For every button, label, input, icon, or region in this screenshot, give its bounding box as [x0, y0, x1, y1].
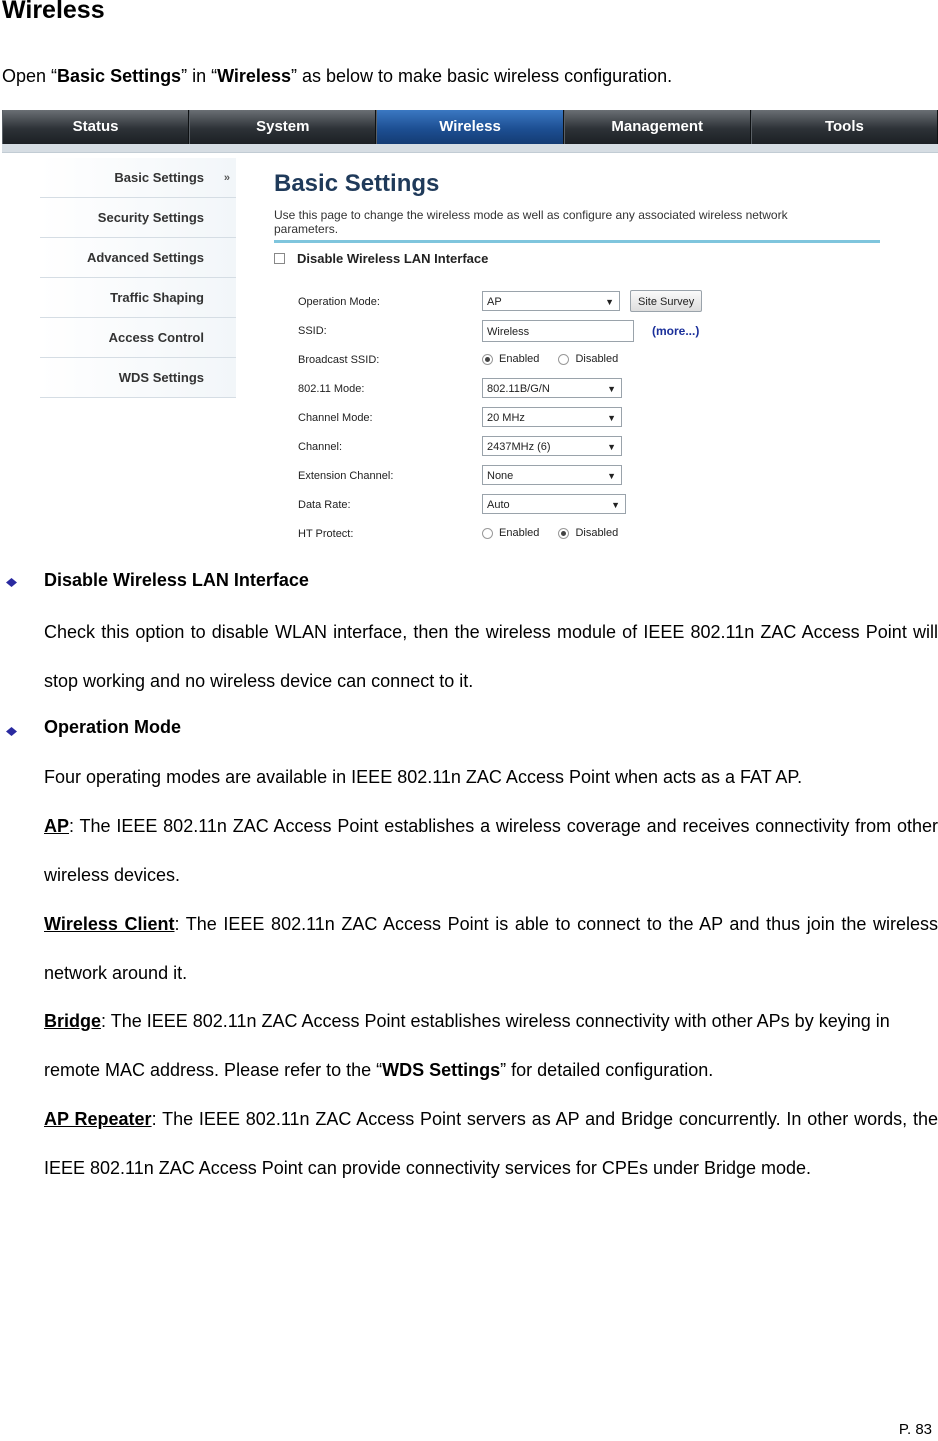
extension-channel-value: None	[487, 470, 514, 482]
operation-mode-value: AP	[487, 296, 502, 308]
disable-wlan-checkbox[interactable]	[274, 253, 285, 264]
top-nav	[2, 110, 938, 144]
mode-desc: : The IEEE 802.11n ZAC Access Point is able to connect to the AP and thus join the wireless network around it.	[44, 914, 938, 983]
mode-desc: : The IEEE 802.11n ZAC Access Point servers as AP and Bridge concurrently. In other words, the IEEE 802.11n ZAC Access Point can provide connectivity services for CPEs under Bridge mode.	[44, 1109, 938, 1178]
radio-unselected-icon	[482, 528, 493, 539]
tab-tools[interactable]: Tools	[751, 110, 938, 144]
ht-protect-label: HT Protect:	[298, 528, 354, 540]
operation-mode-select[interactable]	[482, 291, 620, 311]
radio-label: Disabled	[575, 527, 619, 539]
dropdown-arrow-icon: ▼	[607, 384, 616, 394]
sidebar-item-security-settings[interactable]	[40, 198, 236, 238]
broadcast-ssid-row	[298, 348, 778, 377]
ht-protect-row	[298, 522, 778, 550]
double-chevron-right-icon: »	[223, 172, 230, 184]
page-title: Wireless	[2, 0, 105, 24]
tab-management[interactable]: Management	[564, 110, 751, 144]
radio-label: Enabled	[499, 527, 540, 539]
mode-term-ap-repeater: AP Repeater	[44, 1109, 152, 1129]
data-rate-value: Auto	[487, 499, 510, 511]
diamond-bullet-icon	[6, 727, 17, 736]
mode-80211-label: 802.11 Mode:	[298, 383, 365, 395]
sidebar-item-basic-settings[interactable]	[40, 158, 236, 198]
channel-row	[298, 435, 778, 464]
wireless-settings-screenshot	[2, 110, 938, 550]
section-text-disable-wlan: Check this option to disable WLAN interface, then the wireless module of IEEE 802.11n ZAC Access Point will stop working and no wireless device can connect to it.	[44, 622, 938, 691]
ssid-input[interactable]: Wireless	[482, 320, 634, 342]
sidebar-item-access-control[interactable]	[40, 318, 236, 358]
sub-nav-bar	[2, 144, 938, 153]
broadcast-enabled-radio[interactable]	[482, 353, 539, 365]
intro-post: ” as below to make basic wireless configuration.	[290, 66, 673, 86]
sidebar-item-label: Basic Settings	[114, 170, 204, 185]
channel-label: Channel:	[298, 441, 343, 453]
dropdown-arrow-icon: ▼	[607, 471, 616, 481]
data-rate-row	[298, 493, 778, 522]
mode-80211-row	[298, 377, 778, 406]
ssid-label: SSID:	[298, 325, 327, 337]
radio-label: Enabled	[499, 353, 540, 365]
diamond-bullet-icon	[6, 578, 17, 587]
page-number: P. 83	[898, 1421, 932, 1438]
intro-mid: ” in “	[181, 66, 218, 86]
intro-paragraph	[2, 66, 672, 87]
divider	[274, 240, 880, 243]
ht-protect-radios	[482, 527, 634, 542]
radio-selected-icon	[482, 354, 493, 365]
radio-unselected-icon	[558, 354, 569, 365]
extension-channel-label: Extension Channel:	[298, 470, 394, 482]
channel-mode-select[interactable]	[482, 407, 622, 427]
mode-term-ap: AP	[44, 816, 70, 836]
channel-mode-label: Channel Mode:	[298, 412, 373, 424]
mode-desc: : The IEEE 802.11n ZAC Access Point establishes wireless connectivity with other APs by keying in remote MAC address. Please refer to the “	[44, 1011, 890, 1080]
dropdown-arrow-icon: ▼	[607, 442, 616, 452]
mode-desc: : The IEEE 802.11n ZAC Access Point establishes a wireless coverage and receives connectivity from other wireless devices.	[44, 816, 938, 885]
mode-ap	[44, 802, 938, 900]
content-title: Basic Settings	[274, 170, 440, 197]
sidebar	[40, 158, 236, 398]
sidebar-item-label: Security Settings	[97, 210, 204, 225]
wds-settings-ref: WDS Settings	[382, 1060, 501, 1080]
section-heading-operation-mode: Operation Mode	[44, 717, 182, 737]
sidebar-item-advanced-settings[interactable]	[40, 238, 236, 278]
tab-status[interactable]: Status	[2, 110, 189, 144]
intro-wireless: Wireless	[217, 66, 291, 86]
settings-form	[298, 290, 778, 550]
intro-basic-settings: Basic Settings	[57, 66, 182, 86]
operation-mode-intro: Four operating modes are available in IEEE 802.11n ZAC Access Point when acts as a FAT AP.	[44, 767, 803, 787]
mode-term-bridge: Bridge	[44, 1011, 102, 1031]
sidebar-item-wds-settings[interactable]	[40, 358, 236, 398]
dropdown-arrow-icon: ▼	[611, 500, 620, 510]
mode-80211-value: 802.11B/G/N	[487, 383, 550, 395]
broadcast-ssid-label: Broadcast SSID:	[298, 354, 380, 366]
broadcast-ssid-radios	[482, 353, 634, 368]
disable-wlan-label: Disable Wireless LAN Interface	[297, 251, 489, 266]
sidebar-item-label: Advanced Settings	[86, 250, 204, 265]
content-panel	[274, 170, 884, 266]
extension-channel-select[interactable]	[482, 465, 622, 485]
channel-value: 2437MHz (6)	[487, 441, 551, 453]
radio-label: Disabled	[575, 353, 619, 365]
broadcast-disabled-radio[interactable]	[558, 353, 618, 365]
operation-mode-label: Operation Mode:	[298, 296, 380, 308]
site-survey-button[interactable]: Site Survey	[630, 290, 702, 312]
mode-term-wireless-client: Wireless Client	[44, 914, 175, 934]
data-rate-label: Data Rate:	[298, 499, 351, 511]
channel-mode-row	[298, 406, 778, 435]
ht-protect-disabled-radio[interactable]	[558, 527, 618, 539]
mode-ap-repeater	[44, 1095, 938, 1193]
mode-desc-tail: ” for detailed configuration.	[500, 1060, 714, 1080]
dropdown-arrow-icon: ▼	[607, 413, 616, 423]
section-heading-disable-wlan: Disable Wireless LAN Interface	[44, 570, 309, 590]
sidebar-item-traffic-shaping[interactable]	[40, 278, 236, 318]
data-rate-select[interactable]	[482, 494, 626, 514]
disable-wlan-row	[274, 251, 884, 266]
radio-selected-icon	[558, 528, 569, 539]
ssid-row	[298, 319, 778, 348]
operation-mode-row	[298, 290, 778, 319]
more-link[interactable]: (more...)	[652, 324, 700, 338]
channel-mode-value: 20 MHz	[487, 412, 525, 424]
tab-wireless[interactable]: Wireless	[376, 110, 563, 144]
mode-80211-select[interactable]	[482, 378, 622, 398]
tab-system[interactable]: System	[189, 110, 376, 144]
channel-select[interactable]	[482, 436, 622, 456]
ht-protect-enabled-radio[interactable]	[482, 527, 539, 539]
mode-bridge	[44, 997, 938, 1095]
sidebar-item-label: Access Control	[108, 330, 204, 345]
mode-wireless-client	[44, 900, 938, 998]
sidebar-item-label: Traffic Shaping	[110, 290, 204, 305]
content-description: Use this page to change the wireless mode as well as configure any associated wireless network parameters.	[274, 208, 788, 236]
intro-pre: Open “	[2, 66, 58, 86]
extension-channel-row	[298, 464, 778, 493]
dropdown-arrow-icon: ▼	[605, 297, 614, 307]
sidebar-item-label: WDS Settings	[118, 370, 204, 385]
